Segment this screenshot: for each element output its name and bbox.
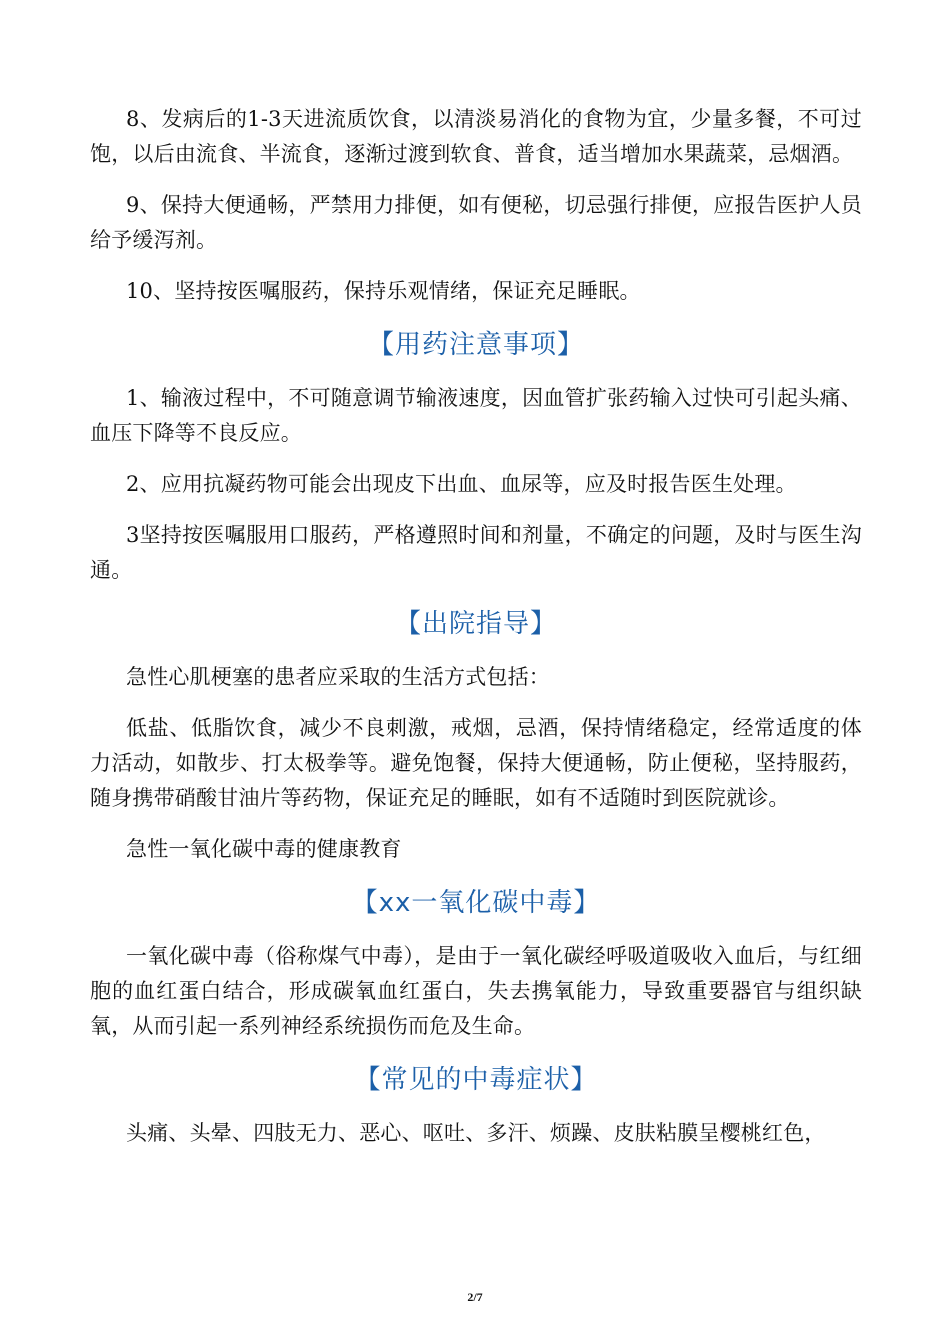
paragraph-medication-adherence: 10、坚持按医嘱服药，保持乐观情绪，保证充足睡眠。 xyxy=(126,279,641,303)
paragraph-anticoagulant-note: 2、应用抗凝药物可能会出现皮下出血、血尿等，应及时报告医生处理。 xyxy=(126,472,797,496)
heading-co-poisoning: 【xx一氧化碳中毒】 xyxy=(351,888,601,918)
heading-discharge-guidance: 【出院指导】 xyxy=(394,609,557,639)
paragraph-infusion-note: 1、输液过程中，不可随意调节输液速度，因血管扩张药输入过快可引起头痛、血压下降等不良反应。 xyxy=(90,386,862,445)
paragraph-lifestyle-intro: 急性心肌梗塞的患者应采取的生活方式包括： xyxy=(126,665,550,689)
paragraph-co-definition: 一氧化碳中毒（俗称煤气中毒），是由于一氧化碳经呼吸道吸收入血后，与红细胞的血红蛋白结合，形成碳氧血红蛋白，失去携氧能力，导致重要器官与组织缺氧，从而引起一系列神经系统损伤而危及生命。 xyxy=(90,944,862,1038)
heading-common-symptoms: 【常见的中毒症状】 xyxy=(354,1065,598,1095)
document-body xyxy=(90,102,862,1151)
paragraph-co-education-title: 急性一氧化碳中毒的健康教育 xyxy=(126,837,402,861)
paragraph-bowel-advice: 9、保持大便通畅，严禁用力排便，如有便秘，切忌强行排便，应报告医护人员给予缓泻剂。 xyxy=(90,193,862,252)
paragraph-symptoms: 头痛、头晕、四肢无力、恶心、呕吐、多汗、烦躁、皮肤粘膜呈樱桃红色， xyxy=(126,1121,826,1145)
paragraph-oral-medication-note: 3坚持按医嘱服用口服药，严格遵照时间和剂量，不确定的问题，及时与医生沟通。 xyxy=(90,523,862,582)
heading-medication-notes: 【用药注意事项】 xyxy=(367,330,584,360)
paragraph-diet-advice: 8、发病后的1-3天进流质饮食，以清淡易消化的食物为宜，少量多餐，不可过饱，以后由流食、半流食，逐渐过渡到软食、普食，适当增加水果蔬菜，忌烟酒。 xyxy=(90,107,862,166)
paragraph-lifestyle-details: 低盐、低脂饮食，减少不良刺激，戒烟，忌酒，保持情绪稳定，经常适度的体力活动，如散步、打太极拳等。避免饱餐，保持大便通畅，防止便秘，坚持服药，随身携带硝酸甘油片等药物，保证充足的睡眠，如有不适随时到医院就诊。 xyxy=(90,716,862,810)
page-number: 2/7 xyxy=(467,1290,483,1304)
